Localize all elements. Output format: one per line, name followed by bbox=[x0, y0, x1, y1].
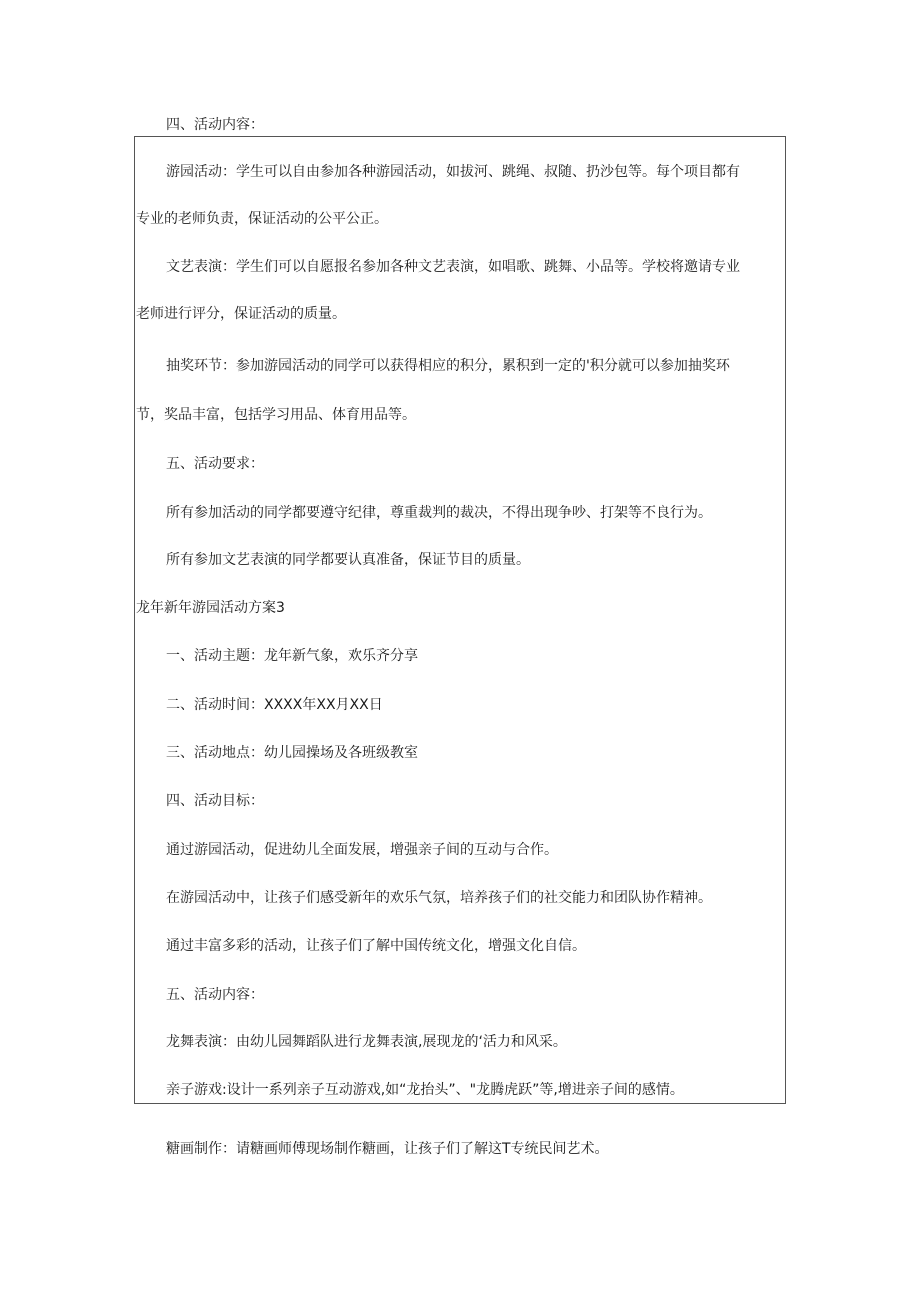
paragraph-line: 龙舞表演：由幼儿园舞蹈队进行龙舞表演,展现龙的‘活力和风采。 bbox=[166, 1034, 567, 1050]
paragraph-line: 亲子游戏:设计一系列亲子互动游戏,如“龙抬头”、"龙腾虎跃”等,增进亲子间的感情。 bbox=[166, 1082, 684, 1098]
section-heading-goals: 四、活动目标： bbox=[166, 793, 264, 809]
paragraph-line: 节，奖品丰富，包括学习用品、体育用品等。 bbox=[136, 407, 416, 423]
content-frame bbox=[134, 136, 786, 1104]
plan-title: 龙年新年游园活动方案3 bbox=[136, 600, 285, 616]
paragraph-line: 通过丰富多彩的活动，让孩子们了解中国传统文化，增强文化自信。 bbox=[166, 938, 586, 954]
paragraph-line: 二、活动时间：XXXX年XX月XX日 bbox=[166, 697, 383, 713]
paragraph-line: 老师进行评分，保证活动的质量。 bbox=[136, 306, 346, 322]
paragraph-line: 专业的老师负责，保证活动的公平公正。 bbox=[136, 211, 388, 227]
paragraph-line: 文艺表演：学生们可以自愿报名参加各种文艺表演，如唱歌、跳舞、小品等。学校将邀请专业 bbox=[166, 259, 740, 275]
section-heading-content: 五、活动内容： bbox=[166, 987, 264, 1003]
paragraph-line: 游园活动：学生可以自由参加各种游园活动，如拔河、跳绳、叔随、扔沙包等。每个项目都有 bbox=[166, 164, 740, 180]
paragraph-line: 在游园活动中，让孩子们感受新年的欢乐气氛，培养孩子们的社交能力和团队协作精神。 bbox=[166, 890, 712, 906]
paragraph-line: 抽奖环节：参加游园活动的同学可以获得相应的积分，累积到一定的'积分就可以参加抽奖环 bbox=[166, 358, 730, 374]
paragraph-line: 通过游园活动，促进幼儿全面发展，增强亲子间的互动与合作。 bbox=[166, 842, 558, 858]
paragraph-line: 三、活动地点：幼儿园操场及各班级教室 bbox=[166, 745, 418, 761]
section-heading-requirements: 五、活动要求： bbox=[166, 456, 264, 472]
paragraph-line: 一、活动主题：龙年新气象，欢乐齐分享 bbox=[166, 648, 418, 664]
section-heading-content: 四、活动内容： bbox=[166, 117, 264, 133]
paragraph-line: 糖画制作：请糖画师傅现场制作糖画，让孩子们了解这T专统民间艺术。 bbox=[166, 1141, 609, 1157]
paragraph-line: 所有参加活动的同学都要遵守纪律，尊重裁判的裁决，不得出现争吵、打架等不良行为。 bbox=[166, 505, 712, 521]
paragraph-line: 所有参加文艺表演的同学都要认真准备，保证节目的质量。 bbox=[166, 552, 530, 568]
